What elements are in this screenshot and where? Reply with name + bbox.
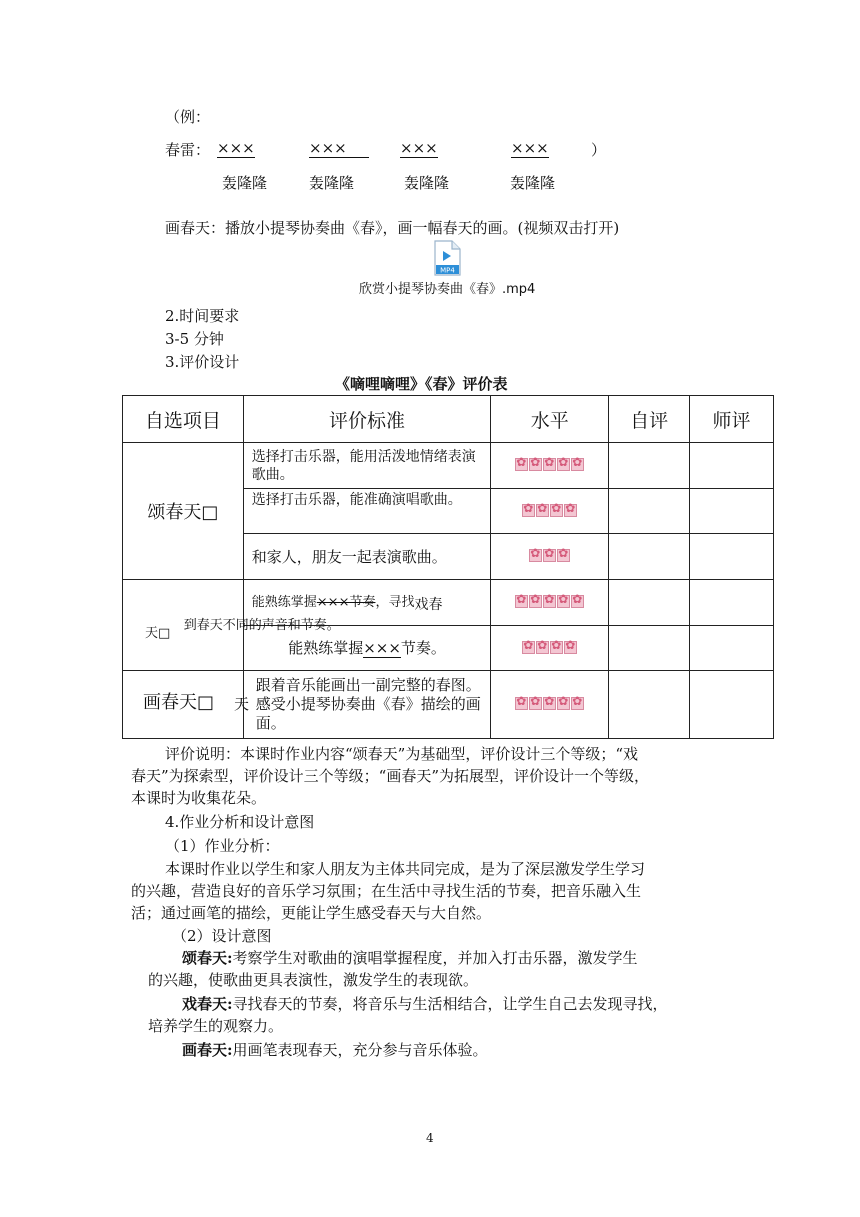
teacher-eval-cell[interactable] <box>690 443 774 489</box>
self-eval-cell[interactable] <box>609 580 690 626</box>
example-open: （例： <box>165 108 211 126</box>
intent-line: 培养学生的观察力。 <box>148 1017 284 1035</box>
criterion-cell: 跟着音乐能画出一副完整的春图。感受小提琴协奏曲《春》描绘的画面。 <box>243 671 491 739</box>
page-number: 4 <box>426 1131 434 1145</box>
flower-icon <box>557 458 570 471</box>
intent-line: 颂春天:考察学生对歌曲的演唱掌握程度，并加入打击乐器，激发学生 <box>182 949 638 967</box>
rhythm-mark: ×××节奏 <box>316 595 376 610</box>
project-label: 天□ <box>145 626 171 641</box>
rhythm-close: ） <box>591 141 607 159</box>
analysis-sub2: （2）设计意图 <box>172 927 272 945</box>
level-cell <box>491 534 609 580</box>
header-level: 水平 <box>491 396 609 443</box>
rhythm-group: ××× <box>400 139 438 157</box>
time-heading: 2.时间要求 <box>165 307 240 325</box>
rhythm-group: ××× <box>217 139 255 157</box>
teacher-eval-cell[interactable] <box>690 489 774 534</box>
rhythm-word: 轰隆隆 <box>309 174 355 192</box>
flower-rating <box>529 549 570 562</box>
flower-icon <box>529 595 542 608</box>
analysis-line: 本课时作业以学生和家人朋友为主体共同完成，是为了深层激发学生学习 <box>165 860 646 878</box>
flower-icon <box>550 504 563 517</box>
criterion-text: 戏春 <box>414 597 443 613</box>
project-cell <box>123 671 250 739</box>
criterion-text: 能熟练掌握 <box>251 595 317 610</box>
flower-icon <box>529 549 542 562</box>
flower-icon <box>571 697 584 710</box>
paint-instruction: 画春天：播放小提琴协奏曲《春》，画一幅春天的画。(视频双击打开) <box>165 219 620 237</box>
self-eval-cell[interactable] <box>609 489 690 534</box>
flower-icon <box>571 595 584 608</box>
criterion-text: 节奏。 <box>400 638 446 657</box>
flower-icon <box>522 641 535 654</box>
analysis-line: 的兴趣，营造良好的音乐学习氛围；在生活中寻找生活的节奏，把音乐融入生 <box>131 882 642 900</box>
flower-icon <box>550 641 563 654</box>
level-cell <box>491 489 609 534</box>
header-criteria: 评价标准 <box>243 396 491 443</box>
analysis-sub1: （1）作业分析： <box>165 837 280 855</box>
flower-rating <box>515 697 584 710</box>
criterion-text: 能熟练掌握 <box>288 638 364 657</box>
flower-icon <box>529 697 542 710</box>
flower-icon <box>515 458 528 471</box>
header-teacher: 师评 <box>690 396 774 443</box>
flower-icon <box>543 458 556 471</box>
rhythm-label: 春雷： <box>165 141 211 159</box>
level-cell <box>491 671 609 739</box>
flower-rating <box>515 458 584 471</box>
table-row <box>123 443 774 489</box>
flower-icon <box>571 458 584 471</box>
table-header-row <box>123 396 774 443</box>
flower-icon <box>543 595 556 608</box>
self-eval-cell[interactable] <box>609 534 690 580</box>
level-cell <box>491 580 609 626</box>
teacher-eval-cell[interactable] <box>690 671 774 739</box>
criterion-cell <box>183 580 491 633</box>
flower-rating <box>522 504 577 517</box>
flower-icon <box>529 458 542 471</box>
teacher-eval-cell[interactable] <box>690 534 774 580</box>
project-tail: 天 <box>234 695 250 713</box>
intent-line: 戏春天:寻找春天的节奏，将音乐与生活相结合，让学生自己去发现寻找， <box>182 995 668 1013</box>
level-cell <box>491 443 609 489</box>
flower-icon <box>515 697 528 710</box>
flower-icon <box>564 504 577 517</box>
flower-icon <box>557 697 570 710</box>
eval-note-line: 评价说明：本课时作业内容“颂春天”为基础型，评价设计三个等级；“戏 <box>165 745 639 763</box>
mp4-badge: MP4 <box>440 266 455 275</box>
criterion-text: 到春天不同的声音和节奏。 <box>183 618 340 633</box>
flower-icon <box>557 549 570 562</box>
flower-rating <box>522 641 577 654</box>
video-caption[interactable]: 欣赏小提琴协奏曲《春》.mp4 <box>359 282 536 297</box>
project-label: 画春天□ <box>143 692 215 713</box>
header-self: 自评 <box>609 396 690 443</box>
rhythm-mark: ××× <box>363 638 401 657</box>
self-eval-cell[interactable] <box>609 671 690 739</box>
rhythm-group: ××× <box>309 138 369 158</box>
header-project: 自选项目 <box>123 396 244 443</box>
flower-icon <box>543 697 556 710</box>
flower-icon <box>564 641 577 654</box>
rhythm-word: 轰隆隆 <box>222 174 268 192</box>
flower-icon <box>536 504 549 517</box>
self-eval-cell[interactable] <box>609 626 690 671</box>
table-row <box>123 580 774 626</box>
table-row <box>123 671 774 739</box>
rhythm-word: 轰隆隆 <box>404 174 450 192</box>
flower-icon <box>536 641 549 654</box>
project-cell: 颂春天□ <box>123 443 244 580</box>
teacher-eval-cell[interactable] <box>690 626 774 671</box>
intent-line: 的兴趣，使歌曲更具表演性，激发学生的表现欲。 <box>148 971 479 989</box>
eval-heading: 3.评价设计 <box>165 353 240 371</box>
table-title: 《嘀哩嘀哩》《春》评价表 <box>335 375 508 393</box>
evaluation-table <box>122 395 774 739</box>
analysis-line: 活；通过画笔的描绘，更能让学生感受春天与大自然。 <box>131 904 492 922</box>
eval-note-line: 春天”为探索型，评价设计三个等级；“画春天”为拓展型，评价设计一个等级， <box>131 767 650 785</box>
flower-icon <box>515 595 528 608</box>
self-eval-cell[interactable] <box>609 443 690 489</box>
rhythm-word: 轰隆隆 <box>510 174 556 192</box>
teacher-eval-cell[interactable] <box>690 580 774 626</box>
criterion-cell: 选择打击乐器，能准确演唱歌曲。 <box>243 489 491 534</box>
intent-line: 画春天:用画笔表现春天，充分参与音乐体验。 <box>182 1041 488 1059</box>
analysis-heading: 4.作业分析和设计意图 <box>165 813 315 831</box>
criterion-cell: 选择打击乐器，能用活泼地情绪表演歌曲。 <box>243 443 491 489</box>
rhythm-group: ××× <box>511 139 549 157</box>
mp4-file-icon[interactable] <box>433 240 461 276</box>
eval-note-line: 本课时为收集花朵。 <box>131 789 267 807</box>
flower-rating <box>515 595 584 608</box>
level-cell <box>491 626 609 671</box>
criterion-text: ，寻找 <box>375 595 415 610</box>
flower-icon <box>557 595 570 608</box>
flower-icon <box>543 549 556 562</box>
time-value: 3-5 分钟 <box>165 330 224 348</box>
criterion-cell: 和家人，朋友一起表演歌曲。 <box>243 534 491 580</box>
flower-icon <box>522 504 535 517</box>
